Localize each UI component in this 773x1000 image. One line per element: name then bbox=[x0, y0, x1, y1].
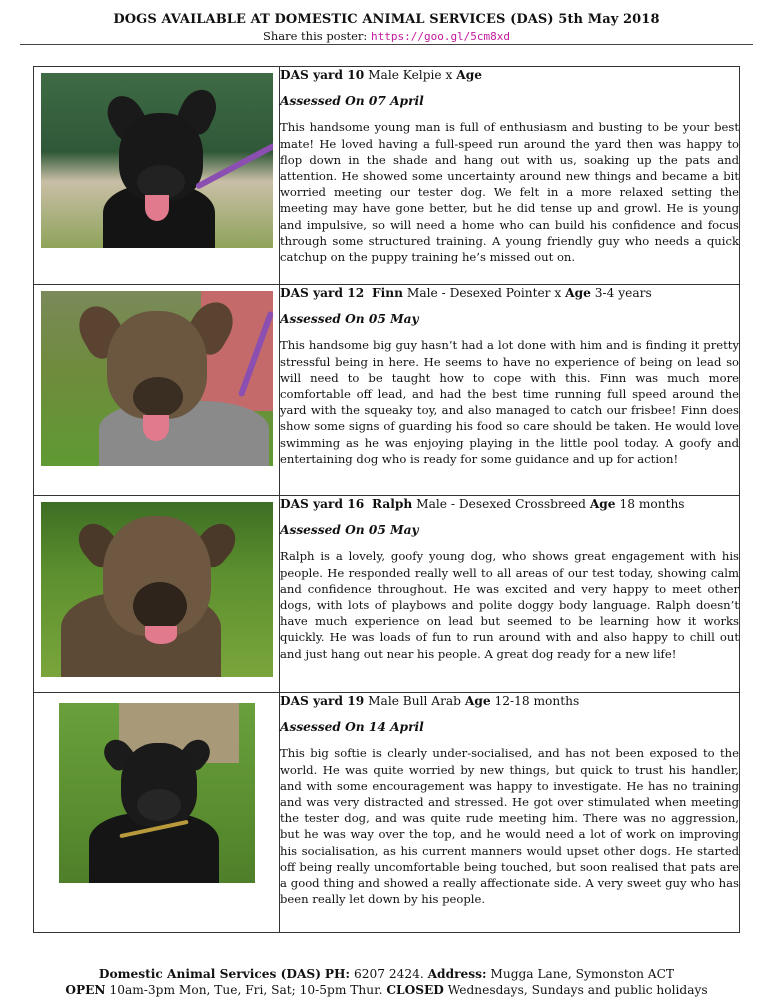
opening-hours: 10am-3pm Mon, Tue, Fri, Sat; 10-5pm Thur. bbox=[109, 983, 383, 997]
contact-line bbox=[0, 966, 773, 982]
dog-age: 12-18 months bbox=[494, 694, 580, 708]
dog-photo-cell bbox=[34, 67, 280, 285]
age-label: Age bbox=[464, 694, 491, 708]
yard-number: DAS yard 16 bbox=[280, 497, 365, 511]
assessed-date: Assessed On 07 April bbox=[280, 94, 424, 109]
dog-info-cell bbox=[280, 285, 740, 496]
share-line bbox=[0, 29, 773, 43]
dogs-table bbox=[33, 66, 740, 933]
poster-title: DOGS AVAILABLE AT DOMESTIC ANIMAL SERVICES (DAS) 5th May 2018 bbox=[113, 12, 660, 27]
dog-details: Male Bull Arab bbox=[368, 694, 461, 708]
org-name: Domestic Animal Services (DAS) bbox=[98, 967, 321, 981]
yard-number: DAS yard 19 bbox=[280, 694, 365, 708]
dog-name: Finn bbox=[371, 286, 403, 300]
dog-details: Male - Desexed Crossbreed bbox=[416, 497, 586, 511]
age-label: Age bbox=[456, 68, 482, 82]
dog-photo-cell bbox=[34, 496, 280, 693]
yard-number: DAS yard 10 bbox=[280, 68, 365, 82]
dog-name: Ralph bbox=[371, 497, 413, 511]
dog-details: Male - Desexed Pointer x bbox=[406, 286, 562, 300]
dog-row bbox=[34, 496, 740, 693]
dog-heading bbox=[280, 496, 739, 512]
age-label: Age bbox=[589, 497, 616, 511]
dog-row bbox=[34, 693, 740, 933]
dog-info-cell bbox=[280, 693, 740, 933]
share-label: Share this poster: bbox=[262, 29, 368, 43]
dog-age: 3-4 years bbox=[594, 286, 652, 300]
assessed-date: Assessed On 05 May bbox=[280, 523, 419, 538]
dog-row bbox=[34, 285, 740, 496]
dog-description: This handsome big guy hasn’t had a lot done with him and is finding it pretty stressful being in here. He seems to have no experience of being on lead so will need to be taught how to cope with this. Finn was much more comfortable off lead, and had the best time running full speed around the yard with the squeaky toy, and also managed to catch our frisbee! Finn does show some signs of guarding his food so care should be taken. He would love swimming as he was enjoying playing in the little pool today. A goofy and entertaining dog who is ready for some guidance and up for action! bbox=[280, 338, 739, 466]
dog-row bbox=[34, 67, 740, 285]
header-divider bbox=[20, 44, 753, 45]
dog-photo-cell bbox=[34, 693, 280, 933]
dog-description: Ralph is a lovely, goofy young dog, who shows great engagement with his people. He responded really well to all areas of our test today, showing calm and confidence throughout. He was excited and very happy to meet other dogs, with lots of playbows and polite doggy body language. Ralph doesn’t have much experience on lead but seemed to be learning how it works quickly. He was loads of fun to run around with and also happy to chill out and just hang out near his people. A great dog ready for a new life! bbox=[280, 549, 739, 661]
dog-heading bbox=[280, 285, 739, 301]
address-label: Address: bbox=[427, 967, 487, 981]
dog-details: Male Kelpie x bbox=[368, 68, 453, 82]
brindle-crossbreed-photo bbox=[41, 502, 273, 677]
address: Mugga Lane, Symonston ACT bbox=[490, 967, 675, 981]
open-label: OPEN bbox=[65, 983, 106, 997]
brindle-pointer-photo bbox=[41, 291, 273, 466]
poster-footer bbox=[0, 966, 773, 998]
share-link[interactable]: https://goo.gl/5cm8xd bbox=[370, 30, 511, 43]
dog-description: This handsome young man is full of enthusiasm and busting to be your best mate! He loved having a full-speed run around the yard then was happy to flop down in the shade and hang out with us, soaking up the pats and attention. He showed some uncertainty around new things and became a bit worried meeting our tester dog. We felt in a more relaxed setting the meeting may have gone better, but he did tense up and growl. He is young and impulsive, so will need a home who can build his confidence and focus through some structured training. A young friendly guy who needs a quick catchup on the puppy training he’s missed out on. bbox=[280, 120, 739, 265]
dog-info-cell bbox=[280, 496, 740, 693]
assessed-date: Assessed On 05 May bbox=[280, 312, 419, 327]
poster-header bbox=[0, 12, 773, 43]
dog-age: 18 months bbox=[619, 497, 685, 511]
dog-photo-cell bbox=[34, 285, 280, 496]
black-kelpie-photo bbox=[41, 73, 273, 248]
assessed-date: Assessed On 14 April bbox=[280, 720, 424, 735]
age-label: Age bbox=[565, 286, 591, 300]
phone-number: 6207 2424. bbox=[353, 967, 424, 981]
dog-heading bbox=[280, 693, 739, 709]
dog-info-cell bbox=[280, 67, 740, 285]
hours-line bbox=[0, 982, 773, 998]
closed-days: Wednesdays, Sundays and public holidays bbox=[447, 983, 708, 997]
dog-heading bbox=[280, 67, 739, 83]
dog-description: This big softie is clearly under-socialised, and has not been exposed to the world. He was quite worried by new things, but quick to trust his handler, and with some encouragement was happy to investigate. He has no training and was very distracted and stressed. He got over stimulated when meeting the tester dog, and was quite rude meeting him. There was no aggression, but he was way over the top, and he would need a lot of work on improving his socialisation, as his current manners would upset other dogs. He started off being really uncomfortable being touched, but soon realised that pats are a good thing and showed a really affectionate side. A very sweet guy who has been really let down by his people. bbox=[280, 746, 739, 907]
black-bull-arab-photo bbox=[59, 703, 255, 883]
closed-label: CLOSED bbox=[386, 983, 444, 997]
yard-number: DAS yard 12 bbox=[280, 286, 365, 300]
phone-label: PH: bbox=[324, 967, 351, 981]
